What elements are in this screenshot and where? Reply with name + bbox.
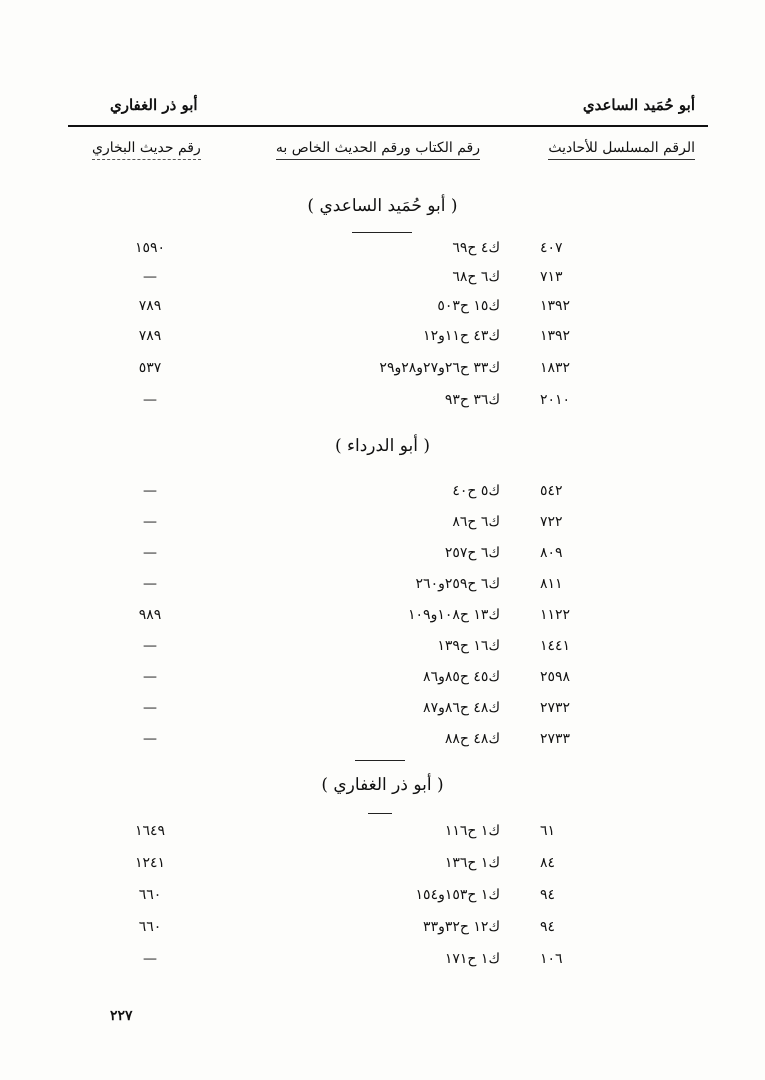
- book-ref: ك٤٨ ح٨٦و٨٧: [423, 700, 500, 716]
- page-number: ٢٢٧: [110, 1008, 133, 1024]
- serial-number: ٩٤: [540, 919, 556, 935]
- table-row: [0, 298, 765, 322]
- table-row: [0, 360, 765, 384]
- section-divider: [368, 813, 392, 814]
- book-ref: ك٥ ح٤٠: [452, 483, 500, 499]
- bukhari-number: —: [143, 669, 157, 685]
- bukhari-number: —: [143, 514, 157, 530]
- book-ref: ك١ ح١٣٦: [444, 855, 500, 871]
- serial-number: ٦١: [540, 823, 556, 839]
- table-row: [0, 855, 765, 879]
- table-row: [0, 328, 765, 352]
- bukhari-number: —: [143, 392, 157, 408]
- bukhari-number: —: [143, 700, 157, 716]
- bukhari-number: —: [143, 576, 157, 592]
- book-ref: ك٦ ح٢٥٩و٢٦٠: [415, 576, 500, 592]
- serial-number: ١٨٣٢: [540, 360, 571, 376]
- serial-number: ١٠٦: [540, 951, 563, 967]
- book-ref: ك١ ح١٧١: [444, 951, 500, 967]
- serial-number: ٢٧٣٢: [540, 700, 571, 716]
- header-rule: [68, 125, 708, 127]
- bukhari-number: —: [143, 269, 157, 285]
- book-ref: ك٦ ح٢٥٧: [444, 545, 500, 561]
- book-ref: ك١٥ ح٥٠٣: [437, 298, 500, 314]
- table-row: [0, 392, 765, 416]
- running-header-left: أبو ذر الغفاري: [110, 96, 198, 114]
- bukhari-number: ٦٦٠: [138, 919, 162, 935]
- serial-number: ٥٤٢: [540, 483, 563, 499]
- table-row: [0, 240, 765, 264]
- table-row: [0, 887, 765, 911]
- bukhari-number: ٦٦٠: [138, 887, 162, 903]
- book-ref: ك١٢ ح٣٢و٣٣: [423, 919, 500, 935]
- bukhari-number: —: [143, 731, 157, 747]
- serial-number: ٢٧٣٣: [540, 731, 571, 747]
- table-row: [0, 576, 765, 600]
- table-row: [0, 823, 765, 847]
- bukhari-number: —: [143, 951, 157, 967]
- bukhari-number: ١٦٤٩: [134, 823, 166, 839]
- section-title: ( أبو الدرداء ): [334, 436, 431, 456]
- section-title: ( أبو ذر الغفاري ): [321, 775, 444, 795]
- table-row: [0, 700, 765, 724]
- serial-number: ١١٢٢: [540, 607, 571, 623]
- table-row: [0, 669, 765, 693]
- book-ref: ك٤٣ ح١١و١٢: [423, 328, 500, 344]
- bukhari-number: ٩٨٩: [138, 607, 162, 623]
- book-ref: ك٤٨ ح٨٨: [444, 731, 500, 747]
- table-row: [0, 514, 765, 538]
- book-ref: ك٦ ح٦٨: [452, 269, 500, 285]
- serial-number: ٧١٣: [540, 269, 563, 285]
- section-title: ( أبو حُمَيد الساعدي ): [307, 196, 458, 216]
- book-ref: ك١ ح١٥٣و١٥٤: [415, 887, 500, 903]
- bukhari-number: ٧٨٩: [138, 328, 162, 344]
- serial-number: ٨٠٩: [540, 545, 563, 561]
- serial-number: ٢٠١٠: [540, 392, 571, 408]
- running-header-right: أبو حُمَيد الساعدي: [582, 96, 695, 114]
- book-ref: ك١٣ ح١٠٨و١٠٩: [408, 607, 500, 623]
- bukhari-number: —: [143, 638, 157, 654]
- table-row: [0, 951, 765, 975]
- serial-number: ٧٢٢: [540, 514, 563, 530]
- book-ref: ك٤٥ ح٨٥و٨٦: [423, 669, 500, 685]
- table-row: [0, 607, 765, 631]
- table-row: [0, 638, 765, 662]
- column-heading-bukhari: رقم حديث البخاري: [92, 140, 201, 160]
- table-row: [0, 483, 765, 507]
- serial-number: ٩٤: [540, 887, 556, 903]
- section-divider: [355, 760, 405, 761]
- bukhari-number: ١٢٤١: [134, 855, 166, 871]
- table-row: [0, 919, 765, 943]
- book-ref: ك٦ ح٨٦: [452, 514, 500, 530]
- bukhari-number: ٧٨٩: [138, 298, 162, 314]
- section-divider: [352, 232, 412, 233]
- table-row: [0, 731, 765, 755]
- serial-number: ٢٥٩٨: [540, 669, 571, 685]
- book-ref: ك١ ح١١٦: [444, 823, 500, 839]
- serial-number: ٤٠٧: [540, 240, 563, 256]
- bukhari-number: ١٥٩٠: [134, 240, 166, 256]
- serial-number: ٨٤: [540, 855, 556, 871]
- bukhari-number: —: [143, 483, 157, 499]
- table-row: [0, 269, 765, 293]
- bukhari-number: —: [143, 545, 157, 561]
- book-ref: ك٤ ح٦٩: [452, 240, 500, 256]
- column-heading-serial: الرقم المسلسل للأحاديث: [548, 140, 695, 160]
- bukhari-number: ٥٣٧: [138, 360, 162, 376]
- column-heading-book-ref: رقم الكتاب ورقم الحديث الخاص به: [276, 140, 480, 160]
- serial-number: ١٤٤١: [540, 638, 571, 654]
- book-ref: ك١٦ ح١٣٩: [437, 638, 500, 654]
- table-row: [0, 545, 765, 569]
- serial-number: ٨١١: [540, 576, 563, 592]
- book-ref: ك٣٣ ح٢٦و٢٧و٢٨و٢٩: [379, 360, 500, 376]
- book-ref: ك٣٦ ح٩٣: [444, 392, 500, 408]
- serial-number: ١٣٩٢: [540, 328, 571, 344]
- serial-number: ١٣٩٢: [540, 298, 571, 314]
